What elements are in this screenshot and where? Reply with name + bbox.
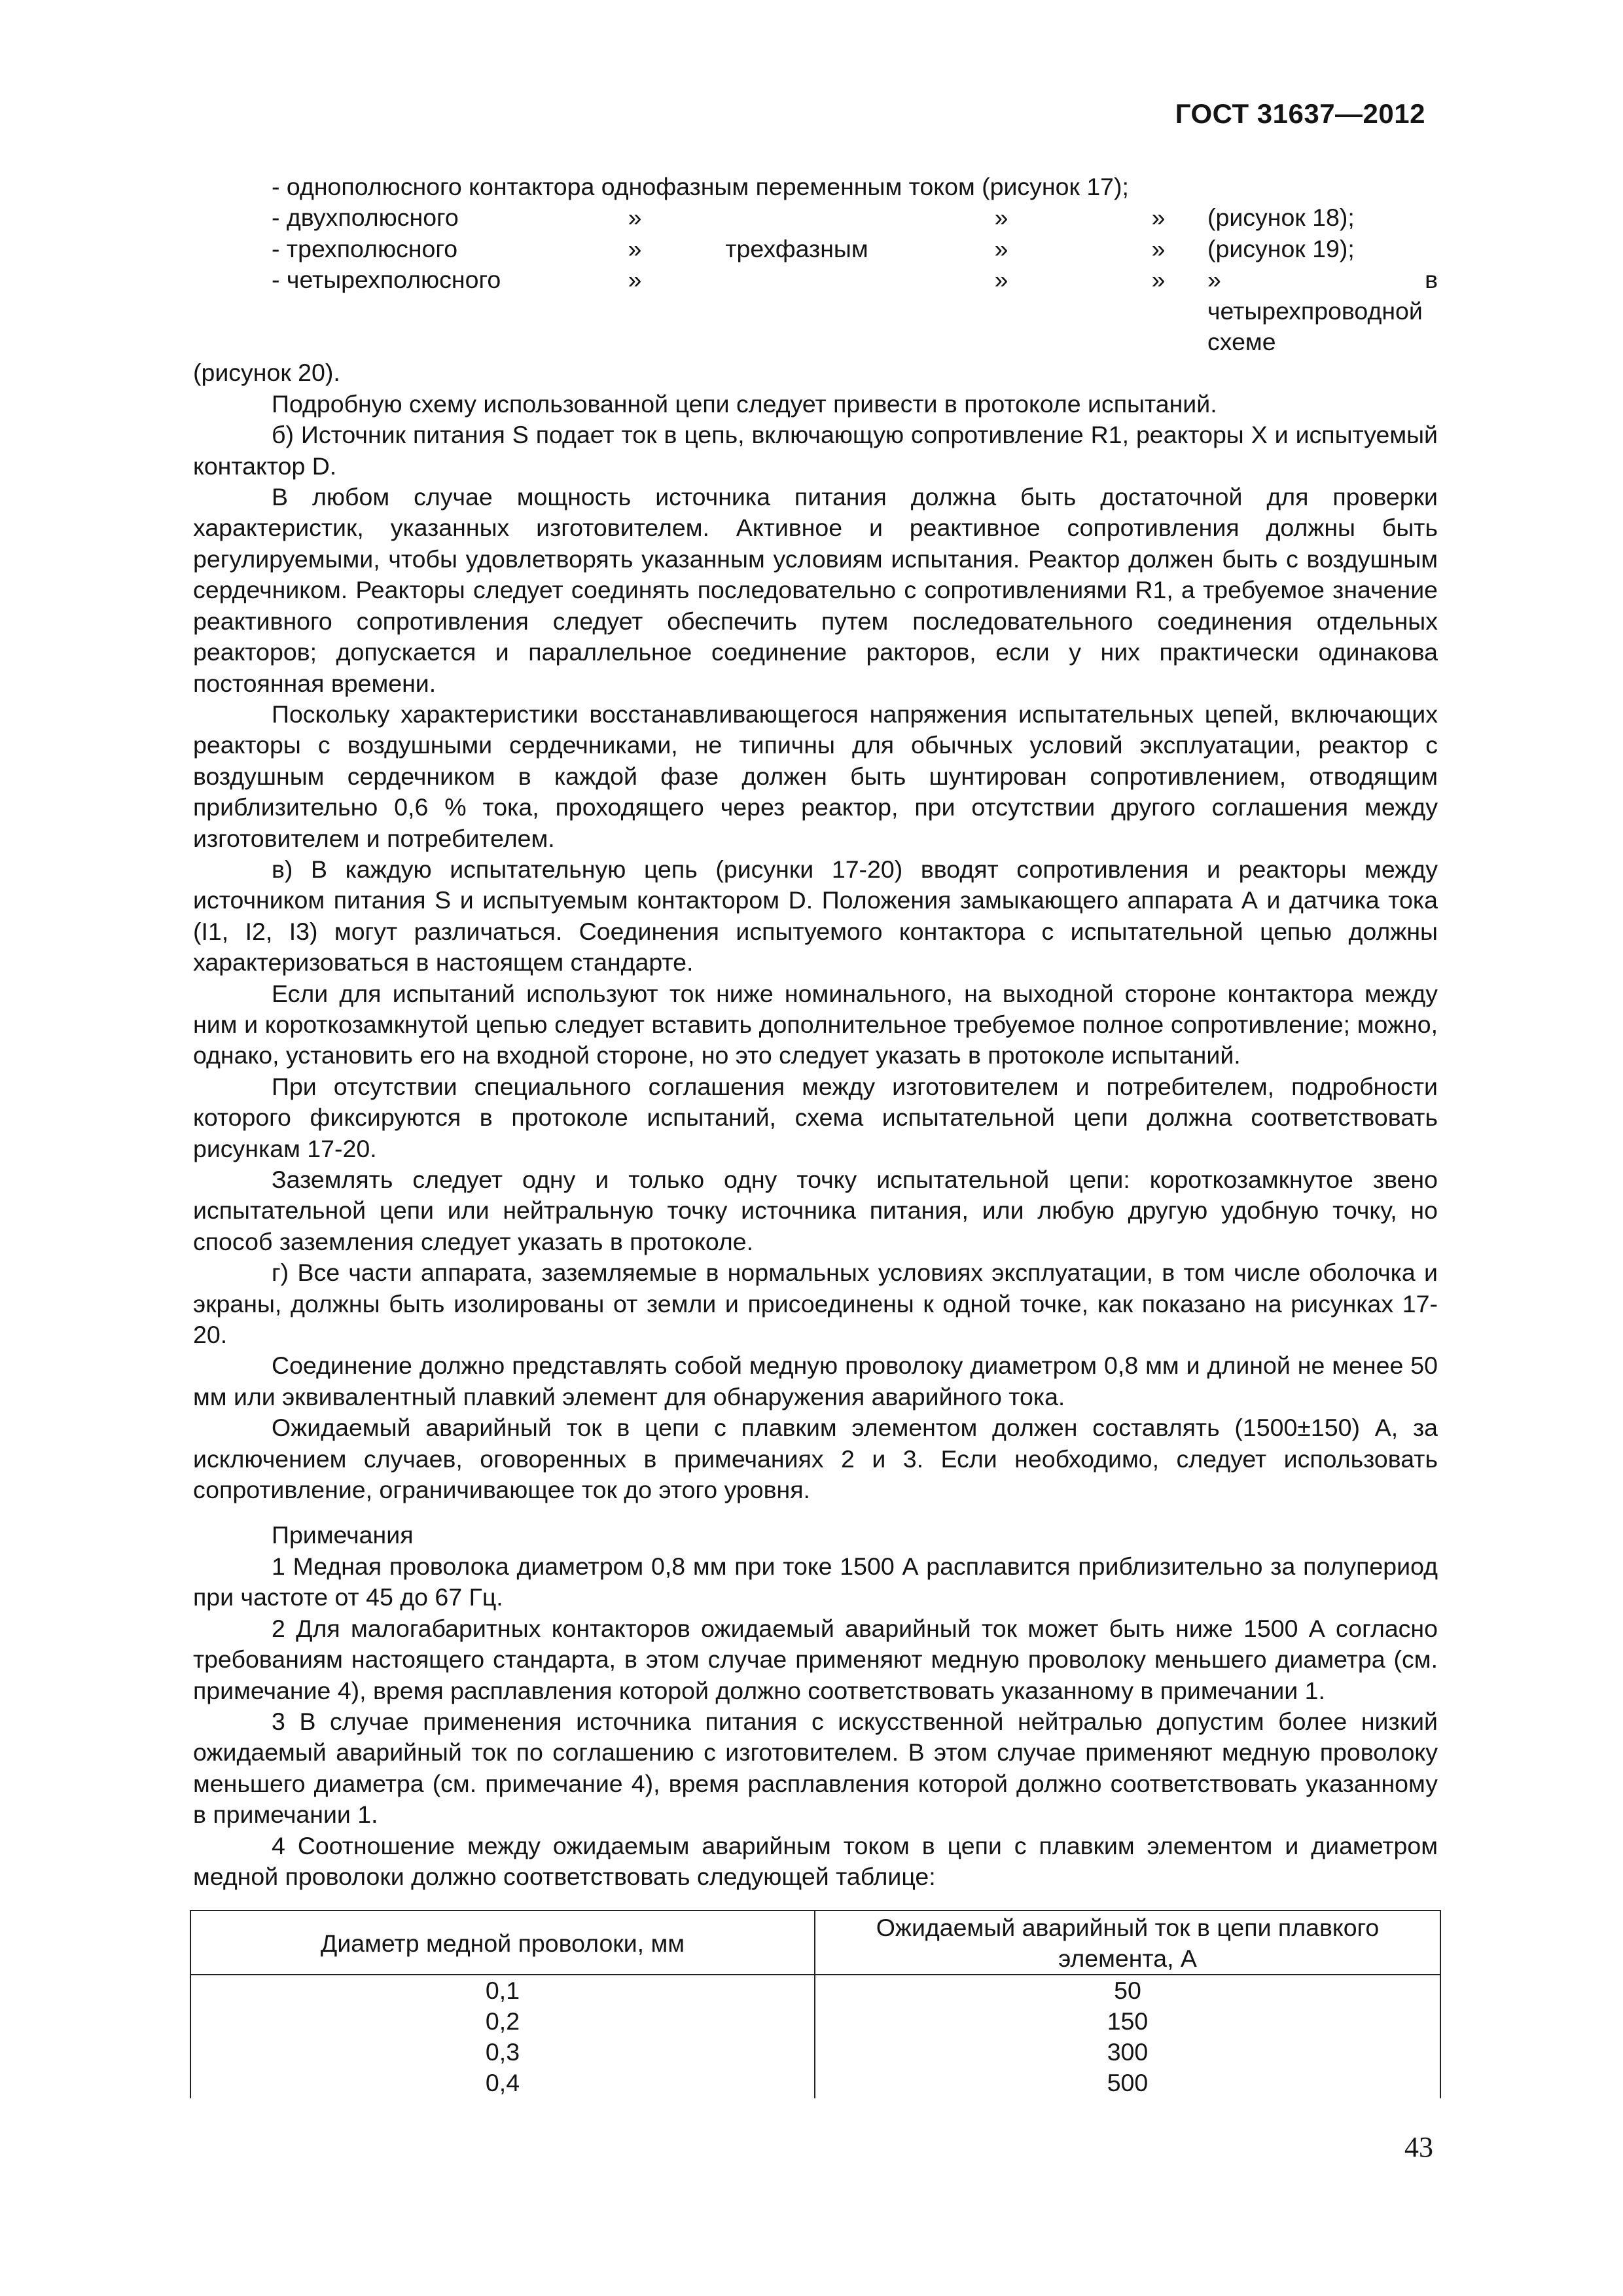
paragraph: б) Источник питания S подает ток в цепь, включающую сопротивление R1, реакторы X и испытуемый контактор D.	[193, 421, 1438, 480]
table-row	[190, 2006, 1440, 2037]
note: 1 Медная проволока диаметром 0,8 мм при токе 1500 А расплавится приблизительно за полупериод при частоте от 45 до 67 Гц.	[193, 1552, 1438, 1611]
table-row	[190, 1975, 1440, 2006]
list-item-label: - двухполюсного	[272, 204, 459, 232]
table-row	[190, 2037, 1440, 2068]
page-number: 43	[1404, 2131, 1433, 2163]
notes-heading: Примечания	[272, 1521, 414, 1549]
table-cell-diameter: 0,2	[190, 2006, 815, 2037]
paragraph: Подробную схему использованной цепи следует привести в протоколе испытаний.	[272, 389, 1217, 418]
paragraph: Соединение должно представлять собой медную проволоку диаметром 0,8 мм и длиной не менее 50 мм или эквивалентный плавкий элемент для обнаружения аварийного тока.	[193, 1352, 1438, 1410]
list-item-four-pole	[193, 264, 1438, 357]
paragraph: В любом случае мощность источника питания должна быть достаточной для проверки характеристик, указанных изготовителем. Активное и реактивное сопротивления должны быть регулируемыми, чтобы удовлетворять указанным условиям испытания. Реактор должен быть с воздушным сердечником. Реакторы следует соединять последовательно с сопротивлениями R1, а требуемое значение реактивного сопротивления следует обеспечить путем последовательного соединения отдельных реакторов; допускается и параллельное соединение ракторов, если у них практически одинакова постоянная времени.	[193, 483, 1438, 697]
list-item-label: - четырехполюсного	[272, 266, 501, 294]
column-header-diameter: Диаметр медной проволоки, мм	[190, 1910, 815, 1975]
standard-code-header: ГОСТ 31637—2012	[1175, 98, 1425, 129]
table-cell-current: 500	[815, 2068, 1440, 2098]
figure-reference: (рисунок 19);	[1207, 234, 1355, 262]
ditto-mark: »	[628, 266, 642, 294]
ditto-mark: »	[994, 234, 1008, 262]
figure-reference: » в четырехпроводной схеме	[1207, 266, 1438, 356]
list-item-word: трехфазным	[725, 234, 868, 262]
list-item-continuation: (рисунок 20).	[193, 359, 340, 387]
table-cell-diameter: 0,4	[190, 2068, 815, 2098]
body-text	[193, 171, 1438, 1892]
note: 4 Соотношение между ожидаемым аварийным током в цепи с плавким элементом и диаметром медной проволоки должно соответствовать следующей таблице:	[193, 1831, 1438, 1890]
ditto-mark: »	[1151, 234, 1166, 262]
list-item-two-pole	[193, 202, 1438, 233]
table-cell-current: 150	[815, 2006, 1440, 2037]
table-cell-current: 300	[815, 2037, 1440, 2068]
paragraph: При отсутствии специального соглашения между изготовителем и потребителем, подробности которого фиксируются в протоколе испытаний, схема испытательной цепи должна соответствовать рисункам 17-20.	[193, 1072, 1438, 1162]
paragraph: Поскольку характеристики восстанавливающегося напряжения испытательных цепей, включающих реакторы с воздушными сердечниками, не типичны для обычных условий эксплуатации, реактор с воздушным сердечником в каждой фазе должен быть шунтирован сопротивлением, отводящим приблизительно 0,6 % тока, проходящего через реактор, при отсутствии другого соглашения между изготовителем и потребителем.	[193, 700, 1438, 852]
list-item-three-pole	[193, 234, 1438, 264]
figure-reference: (рисунок 18);	[1207, 204, 1355, 232]
list-item-single-pole: - однополюсного контактора однофазным переменным током (рисунок 17);	[272, 173, 1129, 200]
wire-diameter-table	[190, 1910, 1441, 2098]
paragraph: Заземлять следует одну и только одну точку испытательной цепи: короткозамкнутое звено испытательной цепи или нейтральную точку источника питания, или любую другую удобную точку, но способ заземления следует указать в протоколе.	[193, 1166, 1438, 1255]
column-header-current: Ожидаемый аварийный ток в цепи плавкого элемента, А	[815, 1910, 1440, 1975]
ditto-mark: »	[994, 204, 1008, 232]
paragraph: г) Все части аппарата, заземляемые в нормальных условиях эксплуатации, в том числе оболочка и экраны, должны быть изолированы от земли и присоединены к одной точке, как показано на рисунках 17-20.	[193, 1259, 1438, 1349]
paragraph: Ожидаемый аварийный ток в цепи с плавким элементом должен составлять (1500±150) А, за исключением случаев, оговоренных в примечаниях 2 и 3. Если необходимо, следует использовать сопротивление, ограничивающее ток до этого уровня.	[193, 1414, 1438, 1504]
table-row	[190, 2068, 1440, 2098]
ditto-mark: »	[628, 204, 642, 232]
table-cell-diameter: 0,1	[190, 1975, 815, 2006]
note: 3 В случае применения источника питания с искусственной нейтралью допустим более низкий ожидаемый аварийный ток по соглашению с изготовителем. В этом случае применяют медную проволоку меньшего диаметра (см. примечание 4), время расплавления которой должно соответствовать указанному в примечании 1.	[193, 1707, 1438, 1829]
paragraph: в) В каждую испытательную цепь (рисунки 17-20) вводят сопротивления и реакторы между источником питания S и испытуемым контактором D. Положения замыкающего аппарата А и датчика тока (I1, I2, I3) могут различаться. Соединения испытуемого контактора с испытательной цепью должны характеризоваться в настоящем стандарте.	[193, 855, 1438, 977]
table-header-row	[190, 1910, 1440, 1975]
note: 2 Для малогабаритных контакторов ожидаемый аварийный ток может быть ниже 1500 А согласно требованиям настоящего стандарта, в этом случае применяют медную проволоку меньшего диаметра (см. примечание 4), время расплавления которой должно соответствовать указанному в примечании 1.	[193, 1614, 1438, 1704]
ditto-mark: »	[994, 266, 1008, 294]
table-cell-current: 50	[815, 1975, 1440, 2006]
table-cell-diameter: 0,3	[190, 2037, 815, 2068]
ditto-mark: »	[1151, 266, 1166, 294]
list-item-label: - трехполюсного	[272, 234, 458, 262]
ditto-mark: »	[628, 234, 642, 262]
paragraph: Если для испытаний используют ток ниже номинального, на выходной стороне контактора между ним и короткозамкнутой цепью следует вставить дополнительное требуемое полное сопротивление; можно, однако, установить его на входной стороне, но это следует указать в протоколе испытаний.	[193, 979, 1438, 1069]
ditto-mark: »	[1151, 204, 1166, 232]
